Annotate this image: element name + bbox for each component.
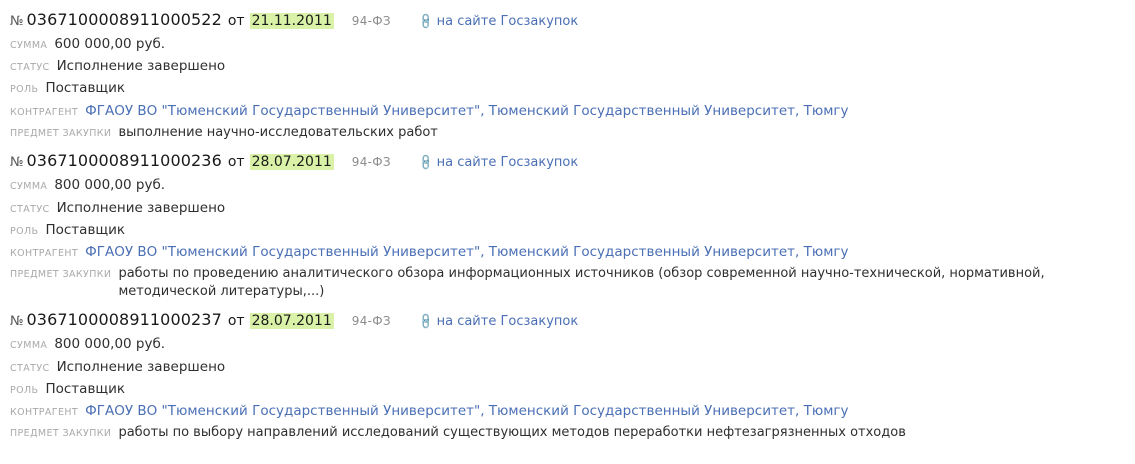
status-label: СТАТУС — [10, 362, 50, 374]
contract-law: 94-ФЗ — [351, 155, 391, 170]
subject-label: ПРЕДМЕТ ЗАКУПКИ — [10, 127, 112, 139]
goszakupki-link[interactable] — [416, 12, 579, 31]
field-subject — [10, 424, 1135, 442]
contract-law: 94-ФЗ — [351, 14, 391, 28]
subject-value: выполнение научно-исследовательских работ — [118, 124, 438, 140]
counterparty-value[interactable]: ФГАОУ ВО "Тюменский Государственный Университет", Тюменский Государственный Университет, Тюмгу — [85, 403, 849, 420]
field-counterparty — [10, 402, 1135, 420]
contract-number: 0367100008911000237 — [26, 310, 222, 330]
field-sum — [10, 335, 1135, 353]
field-subject — [10, 265, 1135, 300]
contract-header — [10, 10, 1135, 29]
subject-label: ПРЕДМЕТ ЗАКУПКИ — [10, 269, 112, 281]
contract-date: 21.11.2011 — [251, 13, 332, 29]
contract-law: 94-ФЗ — [351, 314, 391, 329]
goszakupki-link-label: на сайте Госзакупок — [436, 14, 579, 29]
number-sign: № — [10, 155, 24, 171]
number-sign: № — [10, 14, 24, 29]
role-label: РОЛЬ — [10, 225, 39, 237]
counterparty-label: КОНТРАГЕНТ — [10, 407, 79, 419]
field-sum — [10, 176, 1135, 194]
status-label: СТАТУС — [10, 203, 50, 215]
contract-header — [10, 310, 1135, 332]
field-role — [10, 79, 1135, 97]
role-label: РОЛЬ — [10, 84, 39, 96]
contract-item — [10, 151, 1135, 300]
counterparty-label: КОНТРАГЕНТ — [10, 248, 79, 260]
sum-value: 600 000,00 руб. — [54, 36, 166, 52]
field-counterparty — [10, 102, 1135, 120]
contract-number: 0367100008911000522 — [26, 10, 222, 29]
goszakupki-link-label: на сайте Госзакупок — [436, 155, 579, 171]
sum-value: 800 000,00 руб. — [54, 336, 166, 353]
status-label: СТАТУС — [10, 62, 50, 74]
goszakupki-link-label: на сайте Госзакупок — [436, 314, 579, 330]
field-status — [10, 57, 1135, 75]
contract-header — [10, 151, 1135, 173]
field-role — [10, 221, 1135, 239]
counterparty-label: КОНТРАГЕНТ — [10, 106, 79, 118]
from-label: от — [227, 313, 245, 330]
contract-item — [10, 10, 1135, 141]
role-value: Поставщик — [45, 80, 126, 97]
sum-value: 800 000,00 руб. — [54, 177, 166, 194]
contract-number: 0367100008911000236 — [26, 151, 222, 171]
field-status — [10, 199, 1135, 217]
field-sum — [10, 35, 1135, 53]
contract-item — [10, 310, 1135, 441]
subject-label: ПРЕДМЕТ ЗАКУПКИ — [10, 428, 112, 440]
subject-value: работы по выбору направлений исследований существующих методов переработки нефтезагрязненных отходов — [118, 425, 906, 441]
link-icon: 🔗 — [416, 153, 436, 173]
status-value: Исполнение завершено — [56, 58, 226, 75]
role-value: Поставщик — [45, 221, 126, 238]
counterparty-value[interactable]: ФГАОУ ВО "Тюменский Государственный Университет", Тюменский Государственный Университет, Тюмгу — [85, 244, 849, 261]
number-sign: № — [10, 314, 24, 330]
sum-label: СУММА — [10, 340, 48, 352]
from-label: от — [227, 154, 245, 171]
subject-value: работы по проведению аналитического обзора информационных источников (обзор современной научно-технической, нормативной, методической литературы,...) — [118, 266, 1045, 299]
link-icon: 🔗 — [416, 12, 436, 31]
contract-date: 28.07.2011 — [251, 154, 332, 171]
sum-label: СУММА — [10, 40, 48, 51]
role-label: РОЛЬ — [10, 384, 39, 396]
goszakupki-link[interactable] — [416, 153, 579, 173]
field-counterparty — [10, 243, 1135, 261]
status-value: Исполнение завершено — [56, 199, 226, 216]
counterparty-value[interactable]: ФГАОУ ВО "Тюменский Государственный Университет", Тюменский Государственный Университет, Тюмгу — [85, 102, 849, 119]
field-status — [10, 358, 1135, 376]
goszakupki-link[interactable] — [416, 312, 579, 332]
from-label: от — [227, 13, 245, 29]
status-value: Исполнение завершено — [56, 358, 226, 375]
sum-label: СУММА — [10, 181, 48, 193]
field-subject — [10, 124, 1135, 142]
link-icon: 🔗 — [416, 312, 436, 332]
role-value: Поставщик — [45, 380, 126, 397]
contract-date: 28.07.2011 — [251, 313, 332, 330]
field-role — [10, 380, 1135, 398]
